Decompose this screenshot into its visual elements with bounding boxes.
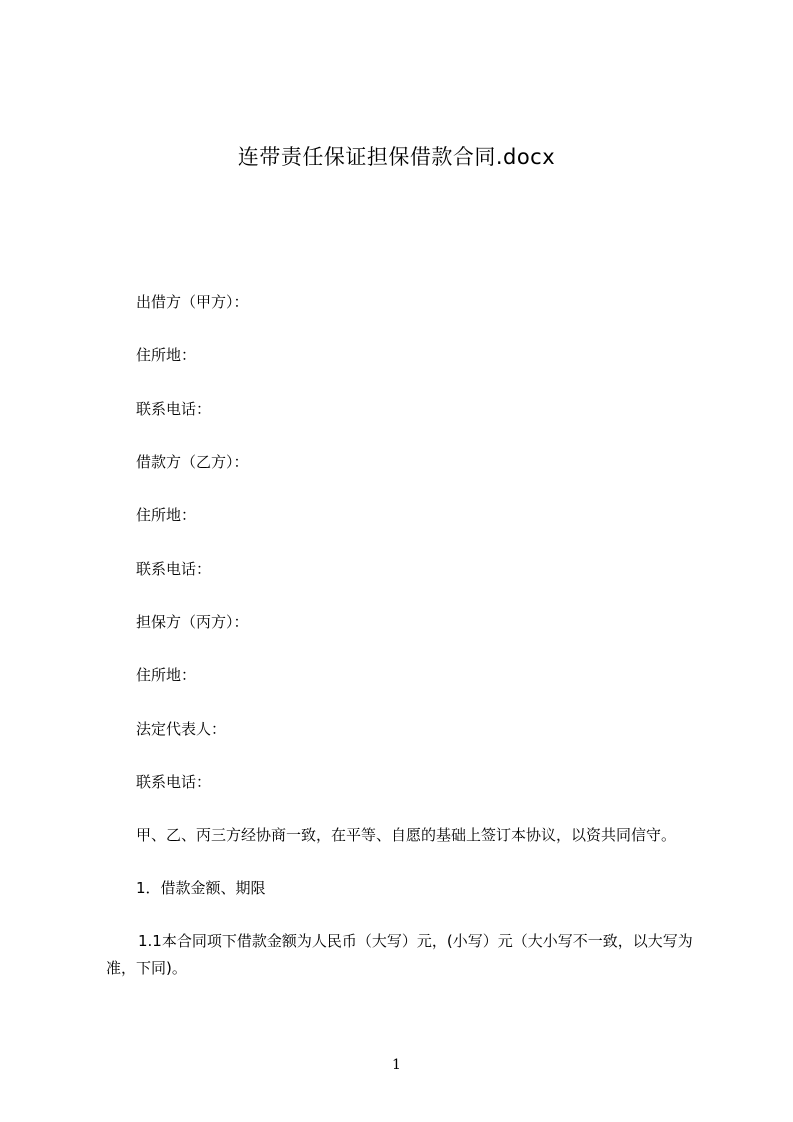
page-number: 1 (392, 1057, 401, 1073)
lender-field: 出借方（甲方）： (136, 293, 249, 311)
guarantor-address-field: 住所地： (136, 666, 197, 684)
borrower-phone-field: 联系电话： (136, 560, 212, 578)
legal-representative-field: 法定代表人： (136, 720, 227, 738)
section-heading: 1．借款金额、期限 (136, 879, 266, 897)
borrower-field: 借款方（乙方）： (136, 453, 249, 471)
document-title: 连带责任保证担保借款合同.docx (237, 145, 556, 169)
borrower-address-field: 住所地： (136, 506, 197, 524)
clause-1-1: 1.1本合同项下借款金额为人民币（大写）元，(小写）元（大小写不一致，以大写为准，下同)。 (106, 932, 693, 977)
lender-address-field: 住所地： (136, 346, 197, 364)
agreement-statement: 甲、乙、丙三方经协商一致，在平等、自愿的基础上签订本协议，以资共同信守。 (136, 826, 677, 844)
guarantor-field: 担保方（丙方）： (136, 613, 249, 631)
guarantor-phone-field: 联系电话： (136, 773, 212, 791)
lender-phone-field: 联系电话： (136, 400, 212, 418)
